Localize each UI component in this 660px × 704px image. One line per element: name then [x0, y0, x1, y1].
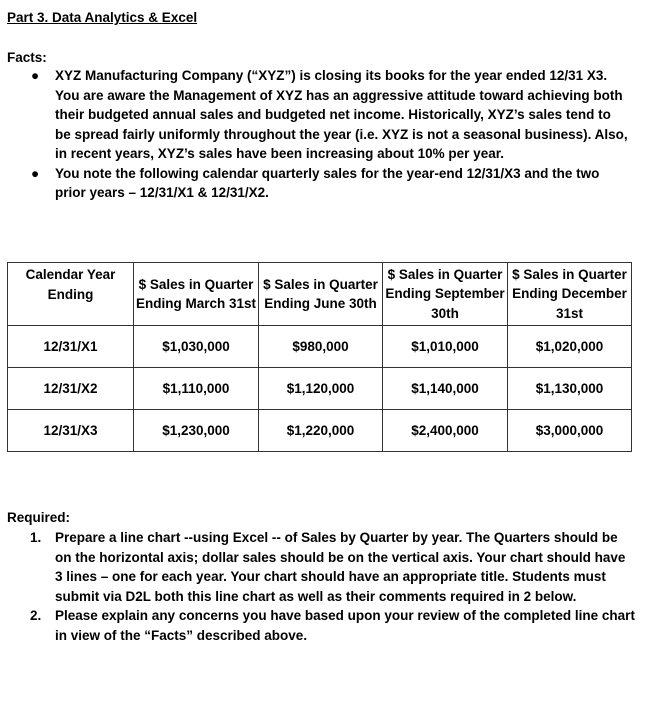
table-header-row [8, 263, 632, 326]
sales-cell: $1,140,000 [383, 368, 508, 410]
sales-cell: $980,000 [259, 326, 383, 368]
facts-label: Facts: [7, 50, 47, 65]
sales-cell: $1,110,000 [134, 368, 259, 410]
required-list [30, 528, 635, 645]
required-item [30, 606, 635, 645]
section-title: Part 3. Data Analytics & Excel [7, 10, 198, 25]
required-text: Please explain any concerns you have based upon your review of the completed line chart in view of the “Facts” described above. [55, 608, 635, 643]
year-cell: 12/31/X2 [8, 368, 134, 410]
sales-cell: $1,230,000 [134, 410, 259, 452]
header-q1: $ Sales in Quarter Ending March 31st [134, 263, 259, 326]
quarterly-sales-table [7, 262, 632, 452]
sales-cell: $1,030,000 [134, 326, 259, 368]
table-row [8, 326, 632, 368]
sales-cell: $1,130,000 [508, 368, 632, 410]
required-item [30, 528, 635, 606]
sales-cell: $1,020,000 [508, 326, 632, 368]
header-q4: $ Sales in Quarter Ending December 31st [508, 263, 632, 326]
sales-cell: $3,000,000 [508, 410, 632, 452]
fact-item [30, 164, 630, 203]
sales-cell: $2,400,000 [383, 410, 508, 452]
required-label: Required: [7, 510, 71, 525]
sales-cell: $1,120,000 [259, 368, 383, 410]
table-row [8, 410, 632, 452]
sales-cell: $1,010,000 [383, 326, 508, 368]
header-calendar-year: Calendar Year Ending [8, 263, 134, 326]
bullet-icon: ● [31, 68, 40, 83]
facts-list [30, 66, 630, 203]
fact-item [30, 66, 630, 164]
year-cell: 12/31/X1 [8, 326, 134, 368]
bullet-icon: ● [31, 165, 40, 181]
fact-text: XYZ Manufacturing Company (“XYZ”) is closing its books for the year ended 12/31 X3. You are aware the Management of XYZ has an aggressive attitude toward achieving both their budgeted annual sales and budgeted net income. Historically, XYZ’s sales tend to be spread fairly uniformly throughout the year (i.e. XYZ is not a seasonal business). Also, in recent years, XYZ’s sales have been increasing about 10% per year. [55, 68, 628, 161]
fact-text: You note the following calendar quarterly sales for the year-end 12/31/X3 and the two prior years – 12/31/X1 & 12/31/X2. [55, 165, 600, 200]
required-text: Prepare a line chart --using Excel -- of Sales by Quarter by year. The Quarters should be on the horizontal axis; dollar sales should be on the vertical axis. Your chart should have 3 lines – one for each year. Your chart should have an appropriate title. Students must submit via D2L both this line chart as well as their comments required in 2 below. [55, 530, 626, 604]
item-number: 1. [30, 530, 42, 545]
table-row [8, 368, 632, 410]
year-cell: 12/31/X3 [8, 410, 134, 452]
header-q3: $ Sales in Quarter Ending September 30th [383, 263, 508, 326]
sales-cell: $1,220,000 [259, 410, 383, 452]
header-q2: $ Sales in Quarter Ending June 30th [259, 263, 383, 326]
item-number: 2. [30, 608, 42, 623]
